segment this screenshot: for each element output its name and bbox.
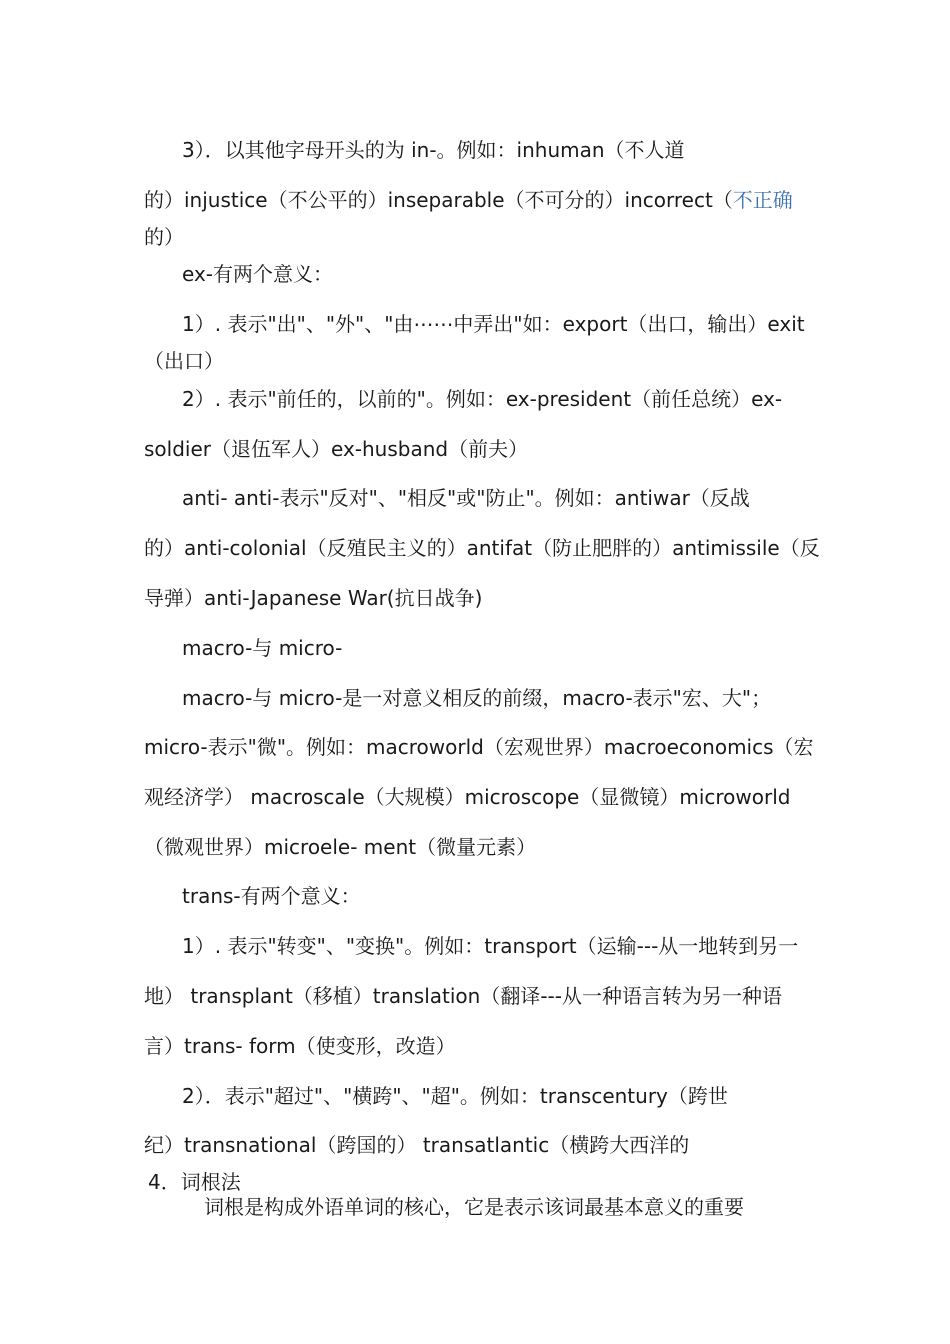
text-line: 的） [144, 225, 184, 249]
text-line: 的）anti-colonial（反殖民主义的）antifat（防止肥胖的）antimissile（反 [144, 536, 820, 560]
section-heading: ex-有两个意义： [182, 262, 334, 286]
text-line: 1）. 表示"转变"、"变换"。例如：transport（运输---从一地转到另一 [182, 934, 799, 958]
text-line: 地） transplant（移植）translation（翻译---从一种语言转为另一种语 [144, 984, 782, 1008]
text-line: 观经济学） macroscale（大规模）microscope（显微镜）microworld [144, 785, 791, 809]
text-line: 2）. 表示"前任的，以前的"。例如：ex-president（前任总统）ex- [182, 387, 783, 411]
text-line: 言）trans- form（使变形，改造） [144, 1034, 456, 1058]
text-line: （微观世界）microele- ment（微量元素） [144, 835, 537, 859]
section-heading: 4．词根法 [148, 1170, 241, 1194]
text-line: soldier（退伍军人）ex-husband（前夫） [144, 437, 529, 461]
text-line: 3）．以其他字母开头的为 in-。例如：inhuman（不人道 [182, 138, 685, 162]
text-line: 1）. 表示"出"、"外"、"由⋯⋯中弄出"如：export（出口，输出）exit [182, 312, 805, 336]
text-run: 的）injustice（不公平的）inseparable（不可分的）incorrect（ [144, 188, 733, 212]
section-heading: macro-与 micro- [182, 636, 343, 660]
text-line: 词根是构成外语单词的核心，它是表示该词最基本意义的重要 [204, 1195, 744, 1219]
section-heading: trans-有两个意义： [182, 884, 361, 908]
text-line: macro-与 micro-是一对意义相反的前缀，macro-表示"宏、大"； [182, 686, 772, 710]
text-line: 导弹）anti-Japanese War(抗日战争) [144, 586, 483, 610]
text-line: anti- anti-表示"反对"、"相反"或"防止"。例如：antiwar（反战 [182, 486, 750, 510]
text-line: 2）．表示"超过"、"横跨"、"超"。例如：transcentury（跨世 [182, 1084, 728, 1108]
text-line: 纪）transnational（跨国的） transatlantic（横跨大西洋的 [144, 1133, 690, 1157]
highlighted-text: 不正确 [732, 188, 793, 212]
text-line: micro-表示"微"。例如：macroworld（宏观世界）macroeconomics（宏 [144, 735, 814, 759]
text-line: （出口） [144, 349, 224, 373]
text-line [144, 187, 793, 213]
